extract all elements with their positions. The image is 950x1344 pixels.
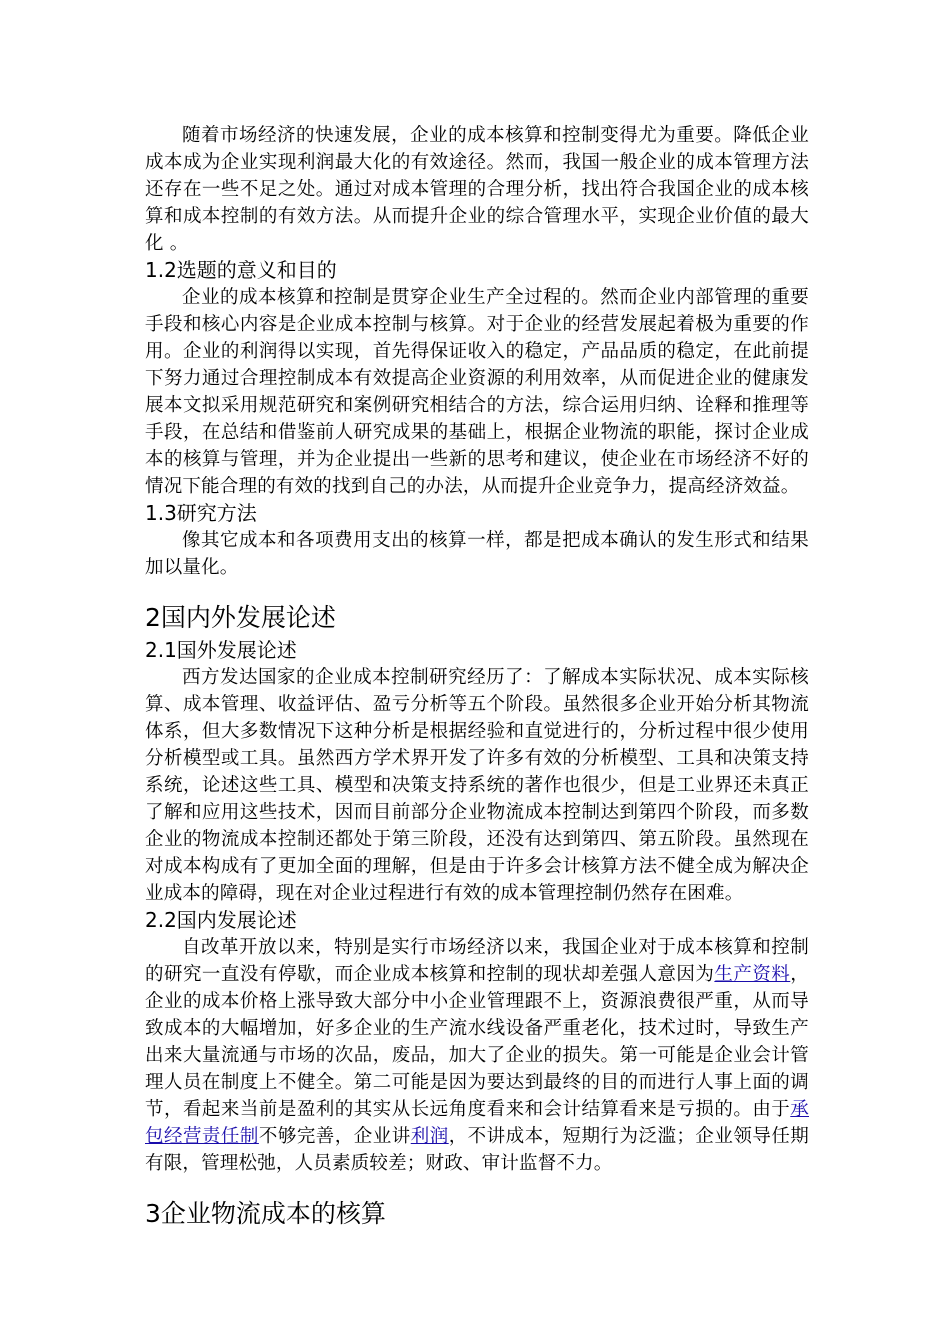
paragraph-2-2-text-d: ，不讲成本，短期行为泛滥；企业领导任期有限，管理松弛，人员素质较差；财政、审计监督不力。 <box>145 1126 810 1174</box>
heading-1-3: 1.3研究方法 <box>145 501 257 525</box>
paragraph-2-2-text-a: 自改革开放以来，特别是实行市场经济以来，我国企业对于成本核算和控制的研究一直没有停歇，而企业成本核算和控制的现状却差强人意因为 <box>145 937 809 985</box>
paragraph-1-2: 企业的成本核算和控制是贯穿企业生产全过程的。然而企业内部管理的重要手段和核心内容是企业成本控制与核算。对于企业的经营发展起着极为重要的作用。企业的利润得以实现，首先得保证收入的稳定，产品品质的稳定，在此前提下努力通过合理控制成本有效提高企业资源的利用效率，从而促进企业的健康发展本文拟采用规范研究和案例研究相结合的方法，综合运用归纳、诠释和推理等手段，在总结和借鉴前人研究成果的基础上，根据企业物流的职能，探讨企业成本的核算与管理，并为企业提出一些新的思考和建议，使企业在市场经济不好的情况下能合理的有效的找到自己的办法，从而提升企业竞争力，提高经济效益。 <box>145 287 809 497</box>
link-contract-responsibility-system[interactable]: 承包经营责任制 <box>145 1099 809 1147</box>
section-spacer <box>145 581 809 601</box>
link-profit[interactable]: 利润 <box>410 1126 449 1147</box>
section-spacer <box>145 1177 809 1197</box>
heading-2-2: 2.2国内发展论述 <box>145 908 297 932</box>
link-production-materials[interactable]: 生产资料 <box>714 964 791 985</box>
heading-2: 2国内外发展论述 <box>145 603 336 632</box>
heading-3: 3企业物流成本的核算 <box>145 1199 386 1228</box>
heading-2-1: 2.1国外发展论述 <box>145 638 297 662</box>
intro-paragraph: 随着市场经济的快速发展，企业的成本核算和控制变得尤为重要。降低企业成本成为企业实现利润最大化的有效途径。然而，我国一般企业的成本管理方法还存在一些不足之处。通过对成本管理的合理分析，找出符合我国企业的成本核算和成本控制的有效方法。从而提升企业的综合管理水平，实现企业价值的最大化 。 <box>145 125 809 254</box>
paragraph-2-1: 西方发达国家的企业成本控制研究经历了：了解成本实际状况、成本实际核算、成本管理、收益评估、盈亏分析等五个阶段。虽然很多企业开始分析其物流体系，但大多数情况下这种分析是根据经验和直觉进行的，分析过程中很少使用分析模型或工具。虽然西方学术界开发了许多有效的分析模型、工具和决策支持系统，论述这些工具、模型和决策支持系统的著作也很少，但是工业界还未真正了解和应用这些技术，因而目前部分企业物流成本控制达到第四个阶段，而多数企业的物流成本控制还都处于第三阶段，还没有达到第四、第五阶段。虽然现在对成本构成有了更加全面的理解，但是由于许多会计核算方法不健全成为解决企业成本的障碍，现在对企业过程进行有效的成本管理控制仍然存在困难。 <box>145 667 809 904</box>
document-page <box>145 122 809 1231</box>
paragraph-2-2-text-b: ，企业的成本价格上涨导致大部分中小企业管理跟不上，资源浪费很严重，从而导致成本的大幅增加，好多企业的生产流水线设备严重老化，技术过时，导致生产出来大量流通与市场的次品，废品，加大了企业的损失。第一可能是企业会计管理人员在制度上不健全。第二可能是因为要达到最终的目的而进行人事上面的调节，看起来当前是盈利的其实从长远角度看来和会计结算看来是亏损的。由于 <box>145 964 809 1120</box>
heading-1-2: 1.2选题的意义和目的 <box>145 258 337 282</box>
paragraph-2-2-text-c: 不够完善，企业讲 <box>258 1126 411 1147</box>
paragraph-1-3: 像其它成本和各项费用支出的核算一样，都是把成本确认的发生形式和结果加以量化。 <box>145 530 809 578</box>
paragraph-2-2 <box>145 934 809 1177</box>
